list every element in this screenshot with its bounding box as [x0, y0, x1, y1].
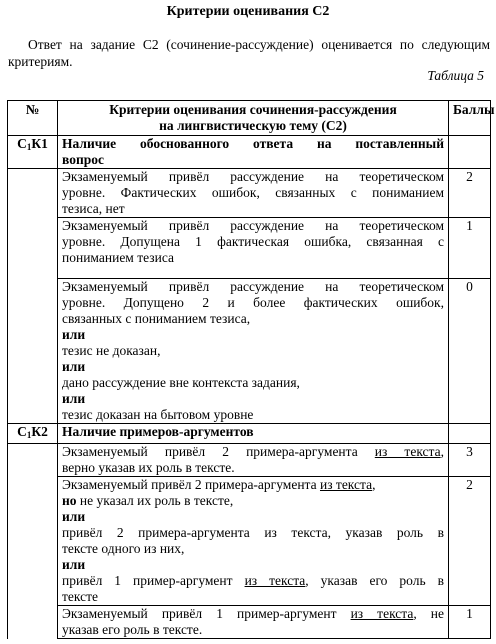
criterion-desc — [58, 279, 449, 424]
criterion-row-k1 — [8, 136, 491, 169]
desc-line: тексте — [62, 589, 98, 604]
code-empty — [8, 169, 58, 218]
page-title: Критерии оценивания С2 — [166, 4, 330, 19]
criterion-row-k2 — [8, 424, 491, 444]
text-part: Экзаменуемый привёл 2 примера-аргумента — [62, 477, 320, 492]
or-word: или — [62, 359, 86, 374]
underlined-text: из текста — [319, 477, 373, 492]
score-value: 3 — [449, 444, 491, 477]
bold-word: но — [62, 493, 77, 508]
code-empty — [8, 477, 58, 606]
text-part: , — [440, 444, 444, 459]
desc-line: тезис не доказан, — [62, 343, 161, 358]
score-value: 0 — [449, 279, 491, 424]
desc-line: уровне. Фактических ошибок, связанных с пониманием — [62, 185, 444, 200]
table-row — [8, 218, 491, 279]
code-empty — [8, 444, 58, 477]
desc-line — [62, 493, 444, 509]
desc-line: связанных с пониманием тезиса, — [62, 311, 251, 326]
criterion-heading-k2: Наличие примеров-аргументов — [58, 424, 449, 444]
text-part: Экзаменуемый привёл 1 пример-аргумент — [62, 606, 351, 621]
code-k1-sub: 1 — [26, 142, 32, 152]
score-value: 2 — [449, 169, 491, 218]
score-value: 1 — [449, 218, 491, 279]
table-label: Таблица 5 — [427, 68, 484, 83]
desc-line — [62, 444, 444, 460]
code-k1-main: С — [17, 136, 27, 151]
desc-line: указав его роль в тексте. — [62, 622, 203, 637]
header-criteria-line-1: Критерии оценивания сочинения-рассуждения — [109, 102, 397, 117]
header-criteria — [58, 101, 449, 136]
criterion-desc — [58, 606, 449, 639]
table-row — [8, 169, 491, 218]
desc-line — [62, 477, 444, 493]
text-part: , указав его роль в — [305, 573, 445, 588]
heading-k1-line-1: Наличие обоснованного ответа на поставленный — [62, 136, 444, 151]
text-part: Экзаменуемый привёл 2 примера-аргумента — [62, 444, 375, 459]
text-part: , не — [413, 606, 444, 621]
score-empty-k1 — [449, 136, 491, 169]
table-header-row — [8, 101, 491, 136]
or-word: или — [62, 391, 86, 406]
desc-line: верно указав их роль в тексте. — [62, 460, 235, 475]
criterion-desc — [58, 169, 449, 218]
header-number: № — [8, 101, 58, 136]
criterion-heading-k1 — [58, 136, 449, 169]
score-empty-k2 — [449, 424, 491, 444]
score-value: 2 — [449, 477, 491, 606]
code-empty — [8, 218, 58, 279]
underlined-text: из текста — [244, 573, 306, 588]
heading-k1-line-2: вопрос — [62, 152, 104, 167]
criterion-code-k1 — [8, 136, 58, 169]
code-k2-rest: К2 — [31, 424, 48, 439]
criteria-table — [7, 100, 495, 639]
code-empty — [8, 279, 58, 424]
desc-line: привёл 2 примера-аргумента из текста, указав роль в — [62, 525, 444, 540]
desc-line: Экзаменуемый привёл рассуждение на теоретическом — [62, 218, 444, 233]
desc-line: Экзаменуемый привёл рассуждение на теоретическом — [62, 279, 444, 294]
table-row — [8, 444, 491, 477]
table-row — [8, 477, 491, 606]
code-empty — [8, 606, 58, 639]
criterion-desc — [58, 477, 449, 606]
underlined-text: из текста — [374, 444, 441, 459]
desc-line: тексте одного из них, — [62, 541, 185, 556]
code-k2-sub: 1 — [26, 430, 32, 440]
criterion-desc — [58, 218, 449, 279]
table-row — [8, 606, 491, 639]
underlined-text: из текста — [350, 606, 414, 621]
desc-line: пониманием тезиса — [62, 250, 174, 265]
score-value: 1 — [449, 606, 491, 639]
table-row — [8, 279, 491, 424]
criterion-code-k2 — [8, 424, 58, 444]
desc-line — [62, 573, 444, 589]
desc-line: тезиса, нет — [62, 201, 125, 216]
or-word: или — [62, 557, 86, 572]
desc-line: Экзаменуемый привёл рассуждение на теоретическом — [62, 169, 444, 184]
text-part: привёл 1 пример-аргумент — [62, 573, 245, 588]
code-k2-main: С — [17, 424, 27, 439]
text-part: не указал их роль в тексте, — [76, 493, 234, 508]
criterion-desc — [58, 444, 449, 477]
desc-line: дано рассуждение вне контекста задания, — [62, 375, 300, 390]
desc-line: уровне. Допущено 2 и более фактических ошибок, — [62, 295, 444, 310]
desc-line: уровне. Допущена 1 фактическая ошибка, связанная с — [62, 234, 444, 249]
text-part: , — [372, 477, 376, 492]
intro-paragraph: Ответ на задание С2 (сочинение-рассуждение) оценивается по следующим критериям. — [8, 37, 490, 69]
header-criteria-line-2: на лингвистическую тему (С2) — [159, 118, 347, 133]
code-k1-rest: К1 — [31, 136, 48, 151]
or-word: или — [62, 327, 86, 342]
desc-line — [62, 606, 444, 622]
or-word: или — [62, 509, 86, 524]
desc-line: тезис доказан на бытовом уровне — [62, 407, 254, 422]
header-score: Баллы — [449, 101, 491, 136]
